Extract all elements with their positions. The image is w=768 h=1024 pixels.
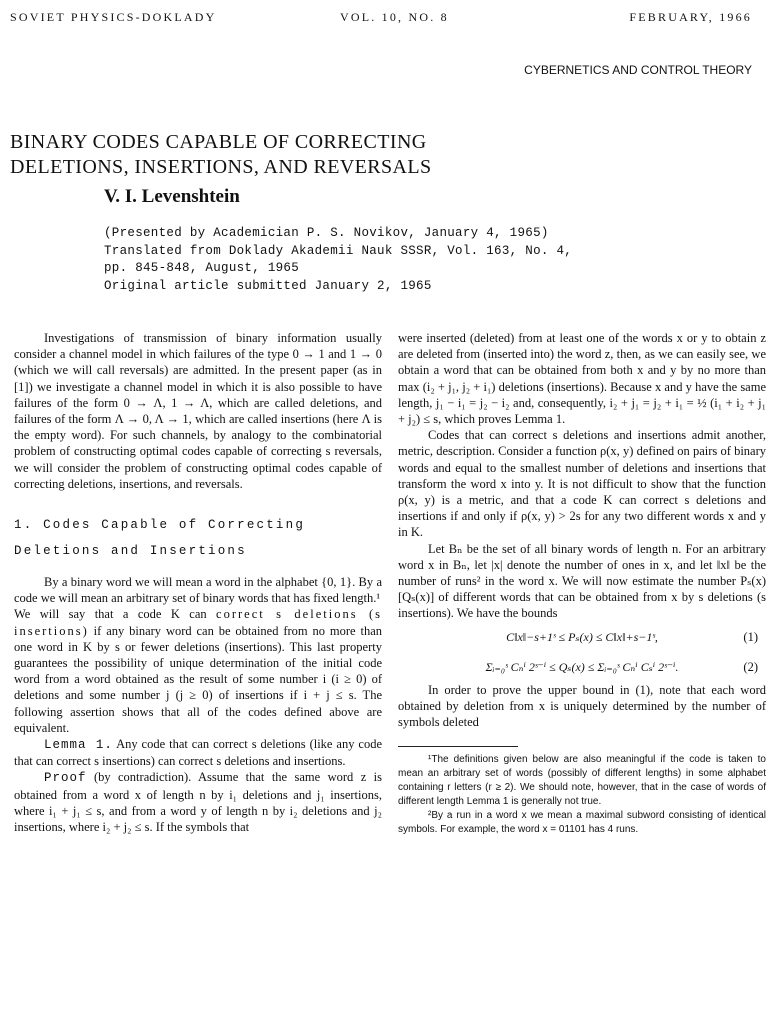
title-line-2: DELETIONS, INSERTIONS, AND REVERSALS xyxy=(10,156,432,178)
lemma-1-label: Lemma 1. xyxy=(44,738,113,753)
equation-2-body: Σᵢ₌₀ˢ Cₙⁱ 2ˢ⁻ⁱ ≤ Qₛ(x) ≤ Σᵢ₌₀ˢ Cₙⁱ Cₛⁱ 2ˢ⁻ⁱ. xyxy=(485,659,679,674)
translated-line: Translated from Doklady Akademii Nauk SSSR, Vol. 163, No. 4, xyxy=(104,243,573,258)
footnote-divider xyxy=(398,746,518,747)
volume-number: VOL. 10, NO. 8 xyxy=(340,10,449,24)
issue-date: FEBRUARY, 1966 xyxy=(629,10,752,24)
proof-continuation: were inserted (deleted) from at least one of the words x or y to obtain z are deleted from (inserted into) the word z, then, as we can easily see, we obtain a word that can be obtained from both x and y by no more than max (i₂ + j₁, j₂ + i₁) deletions (insertions). Because x and y have the same length, j₁ − i₁ = j₂ − i₂ and, consequently, i₂ + j₁ = j₂ + i₁ = ½ (i₁ + i₂ + j₁ + j₂) ≤ s, which proves Lemma 1. xyxy=(398,331,766,427)
correction-text-b: if any binary word can be obtained from no more than one word in K by s or fewer deletions (insertions). This last property guarantees the possibility of unique determination of the initial code word from a word obtained as the result of some number i (i ≥ 0) of deletions and some number j (j ≥ 0) of insertions if i + j ≤ s. The following assertion shows that all of the codes defined above are equivalent. xyxy=(14,623,383,735)
publication-notes xyxy=(104,225,572,295)
equation-1 xyxy=(398,622,766,652)
bounds-paragraph: Let Bₙ be the set of all binary words of length n. For an arbitrary word x in Bₙ, let |x| denote the number of ones in x, and let ‖x‖ be the number of runs² in the word x. We will now estimate the number Pₛ(x) [Qₛ(x)] of different words that can be obtained from x by s deletions (s insertions). We have the bounds xyxy=(398,541,766,621)
intro-paragraph: Investigations of transmission of binary information usually consider a channel model in which failures of the type 0 → 1 and 1 → 0 (which we will call reversals) are admitted. In the present paper (as in [1]) we investigate a channel model in which it is also possible to have failures of the form 0 → Λ, 1 → Λ, which are called deletions, and failures of the form Λ → 0, Λ → 1, which are called insertions (here Λ is the empty word). For such channels, by analogy to the combinatorial problem of constructing optimal codes capable of correcting s reversals, we will consider the problem of constructing optimal codes capable of correcting deletions, insertions, and reversals. xyxy=(14,331,382,491)
section-1-heading xyxy=(14,512,382,564)
equation-2-number: (2) xyxy=(743,659,758,674)
article-title xyxy=(10,130,610,180)
correction-term: correct s deletions (s insertions) xyxy=(14,607,383,638)
author-name: V. I. Levenshtein xyxy=(104,186,240,207)
equation-1-body: C‖x‖−s+1ˢ ≤ Pₛ(x) ≤ C‖x‖+s−1ˢ, xyxy=(506,629,658,644)
proof-text: (by contradiction). Assume that the same word z is obtained from a word x of length n by i₁ deletions and j₁ insertions, where i₁ + j₁ ≤ s, and from a word y of length n by i₂ deletions and j₂ insertions, where i₂ + j₂ ≤ s. If the symbols that xyxy=(14,770,383,835)
footnote-2: ²By a run in a word x we mean a maximal subword consisting of identical symbols. For example, the word x = 01101 has 4 runs. xyxy=(398,810,766,836)
correction-definition-paragraph xyxy=(14,606,382,736)
section-1-heading-line-2: Deletions and Insertions xyxy=(14,544,247,559)
journal-name: SOVIET PHYSICS-DOKLADY xyxy=(10,10,217,24)
lemma-1 xyxy=(14,736,382,769)
lemma-1-text: Any code that can correct s deletions (like any code that can correct s insertions) can correct s deletions and insertions. xyxy=(14,737,383,769)
section-heading: CYBERNETICS AND CONTROL THEORY xyxy=(524,63,752,77)
correction-text-a: We will say that a code K can xyxy=(14,607,207,622)
upper-bound-paragraph: In order to prove the upper bound in (1), note that each word obtained by deletion from x is uniquely determined by the number of symbols deleted xyxy=(398,682,766,730)
equation-2 xyxy=(398,652,766,682)
left-column xyxy=(14,330,382,835)
metric-paragraph: Codes that can correct s deletions and insertions admit another, metric, description. Consider a function ρ(x, y) defined on pairs of binary words and equal to the smallest number of deletions and insertions that transform the word x into y. It is not difficult to show that the function ρ(x, y) is a metric, and that a code K can correct s deletions and insertions if and only if ρ(x, y) > 2s for any two different words x and y in K. xyxy=(398,428,766,540)
definition-paragraph: By a binary word we will mean a word in the alphabet {0, 1}. By a code we will mean an arbitrary set of binary words that has fixed length.¹ xyxy=(14,575,382,606)
footnote-1: ¹The definitions given below are also meaningful if the code is taken to mean an arbitrary set of words (possibly of different lengths) in some alphabet containing r letters (r ≥ 2). We should note, however, that in the case of words of different length Lemma 1 is generally not true. xyxy=(398,754,766,808)
section-1-heading-line-1: 1. Codes Capable of Correcting xyxy=(14,518,306,533)
right-column xyxy=(398,330,766,837)
equation-1-number: (1) xyxy=(743,629,758,644)
submitted-line: Original article submitted January 2, 1965 xyxy=(104,278,432,293)
footnotes xyxy=(398,753,766,837)
pages-line: pp. 845-848, August, 1965 xyxy=(104,261,300,275)
presented-line: (Presented by Academician P. S. Novikov, January 4, 1965) xyxy=(104,226,549,240)
proof-label: Proof xyxy=(44,771,87,786)
proof-paragraph xyxy=(14,769,382,835)
title-line-1: BINARY CODES CAPABLE OF CORRECTING xyxy=(10,131,427,153)
